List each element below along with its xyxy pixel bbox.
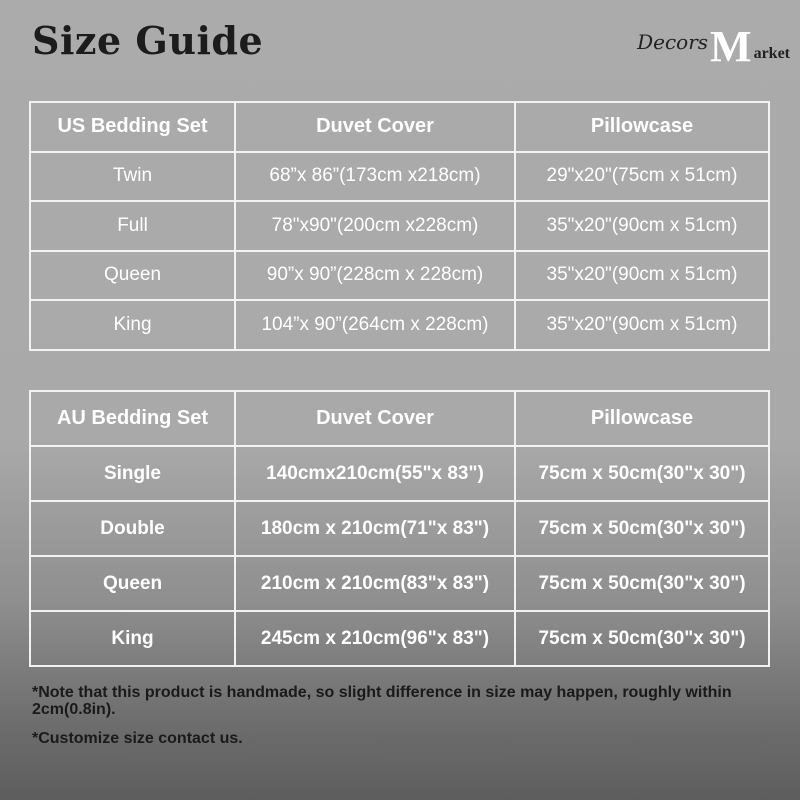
duvet-cell: 78"x90"(200cm x228cm) — [235, 201, 515, 251]
table-row — [30, 611, 769, 666]
table-row — [30, 446, 769, 501]
duvet-cell: 90”x 90”(228cm x 228cm) — [235, 251, 515, 301]
page-title: Size Guide — [32, 18, 264, 63]
header-cell: Duvet Cover — [235, 102, 515, 152]
us-size-table — [29, 101, 770, 351]
pillowcase-cell: 75cm x 50cm(30"x 30") — [515, 611, 769, 666]
brand-logo — [637, 14, 790, 70]
size-cell: Double — [30, 501, 235, 556]
header-cell: Pillowcase — [515, 102, 769, 152]
size-cell: Single — [30, 446, 235, 501]
duvet-cell: 180cm x 210cm(71"x 83") — [235, 501, 515, 556]
pillowcase-cell: 35"x20"(90cm x 51cm) — [515, 201, 769, 251]
size-cell: Full — [30, 201, 235, 251]
duvet-cell: 140cmx210cm(55"x 83") — [235, 446, 515, 501]
handmade-note: *Note that this product is handmade, so slight difference in size may happen, roughly within 2cm(0.8in). — [32, 684, 732, 718]
table-header-row — [30, 102, 769, 152]
logo-rest: arket — [753, 45, 790, 62]
size-cell: King — [30, 611, 235, 666]
header-cell: Pillowcase — [515, 391, 769, 446]
duvet-cell: 210cm x 210cm(83"x 83") — [235, 556, 515, 611]
header-cell: US Bedding Set — [30, 102, 235, 152]
table-row — [30, 152, 769, 202]
table-row — [30, 501, 769, 556]
table-row — [30, 300, 769, 350]
table-header-row — [30, 391, 769, 446]
au-size-table — [29, 390, 770, 667]
pillowcase-cell: 29"x20"(75cm x 51cm) — [515, 152, 769, 202]
header-cell: Duvet Cover — [235, 391, 515, 446]
pillowcase-cell: 35"x20"(90cm x 51cm) — [515, 300, 769, 350]
pillowcase-cell: 75cm x 50cm(30"x 30") — [515, 446, 769, 501]
header-cell: AU Bedding Set — [30, 391, 235, 446]
size-cell: King — [30, 300, 235, 350]
size-cell: Twin — [30, 152, 235, 202]
pillowcase-cell: 75cm x 50cm(30"x 30") — [515, 556, 769, 611]
table-row — [30, 556, 769, 611]
logo-script: Decors — [637, 30, 709, 54]
customize-note: *Customize size contact us. — [32, 730, 243, 747]
table-row — [30, 251, 769, 301]
size-cell: Queen — [30, 556, 235, 611]
logo-letter: M — [710, 22, 752, 71]
size-cell: Queen — [30, 251, 235, 301]
pillowcase-cell: 35"x20"(90cm x 51cm) — [515, 251, 769, 301]
duvet-cell: 68”x 86”(173cm x218cm) — [235, 152, 515, 202]
table-row — [30, 201, 769, 251]
pillowcase-cell: 75cm x 50cm(30"x 30") — [515, 501, 769, 556]
duvet-cell: 104”x 90”(264cm x 228cm) — [235, 300, 515, 350]
duvet-cell: 245cm x 210cm(96"x 83") — [235, 611, 515, 666]
